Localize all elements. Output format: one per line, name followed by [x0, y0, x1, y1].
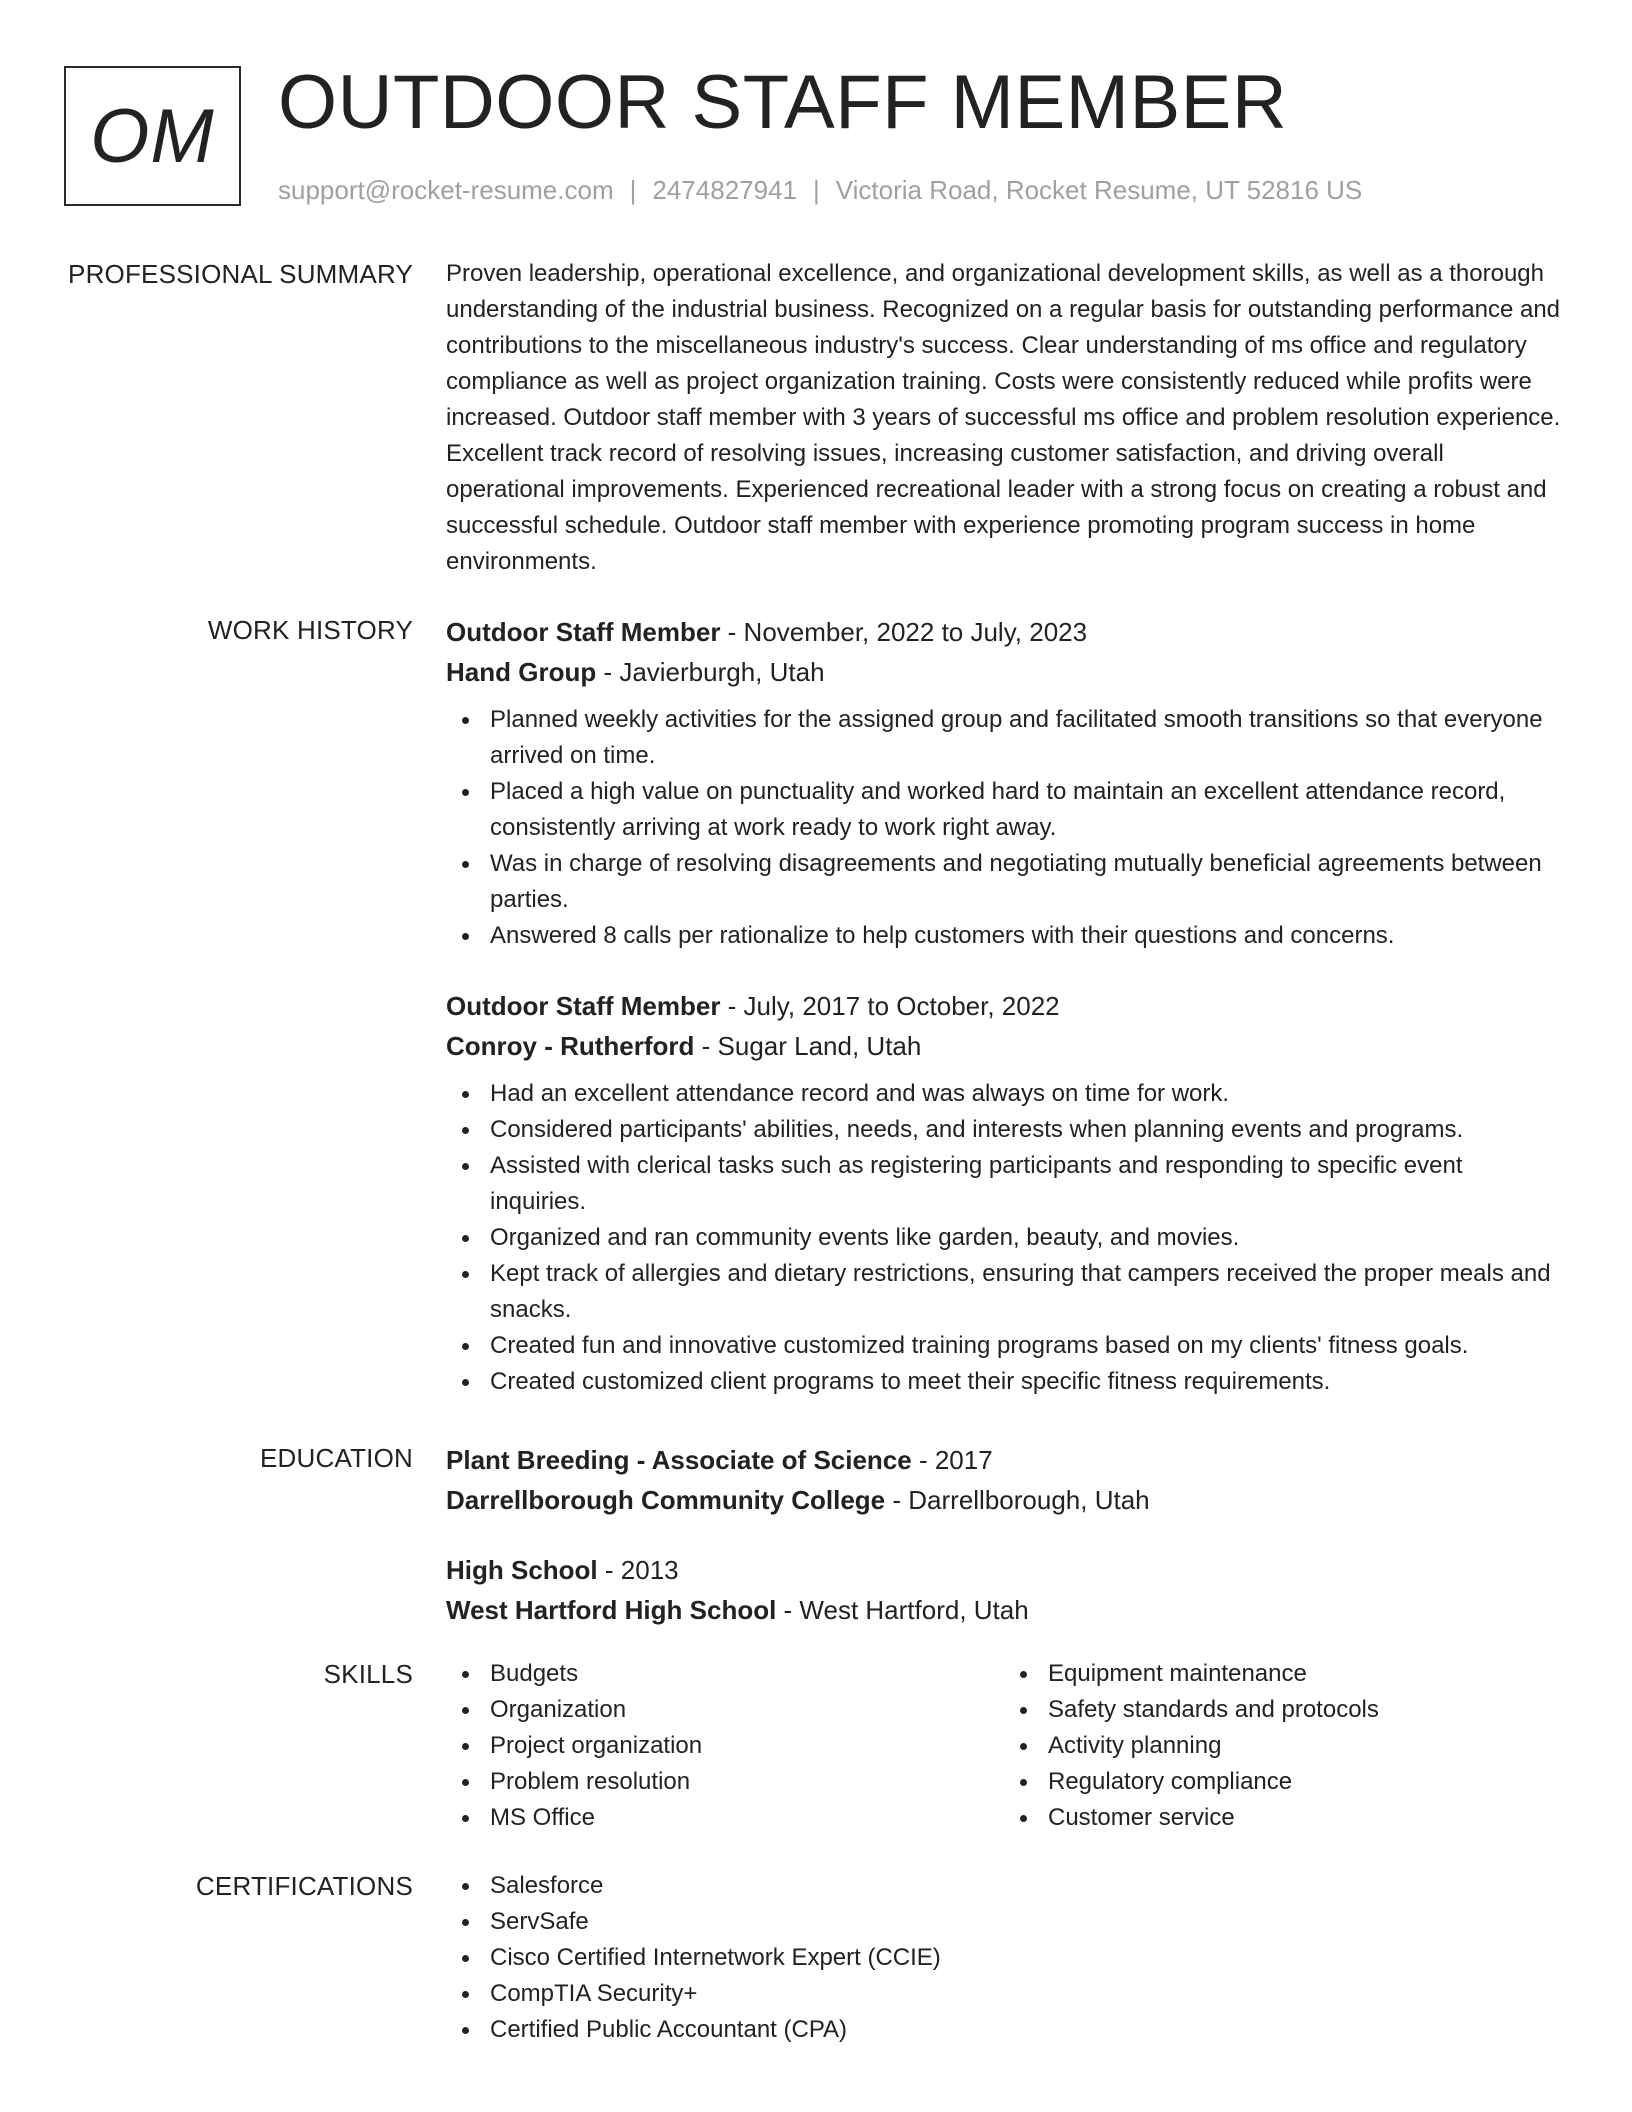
certification-item: CompTIA Security+: [490, 1976, 1562, 2012]
job-company-line: [446, 652, 1562, 692]
skills-list-left: [446, 1656, 1004, 1836]
section-label-education: EDUCATION: [260, 1443, 413, 1473]
job-entry: [446, 612, 1562, 954]
page-title: OUTDOOR STAFF MEMBER: [278, 60, 1288, 145]
graduation-year: - 2017: [911, 1445, 993, 1475]
job-title-line: [446, 986, 1562, 1026]
contact-address: Victoria Road, Rocket Resume, UT 52816 US: [835, 175, 1363, 205]
contact-phone: 2474827941: [652, 175, 797, 205]
list-item: Placed a high value on punctuality and worked hard to maintain an excellent attendance record, consistently arriving at work ready to work right away.: [490, 774, 1562, 846]
school-line: [446, 1590, 1562, 1630]
contact-line: [278, 173, 1362, 207]
job-location: - Sugar Land, Utah: [694, 1031, 922, 1061]
list-item: Created fun and innovative customized training programs based on my clients' fitness goals.: [490, 1328, 1562, 1364]
list-item: Planned weekly activities for the assigned group and facilitated smooth transitions so that everyone arrived on time.: [490, 702, 1562, 774]
degree: Plant Breeding - Associate of Science: [446, 1445, 912, 1475]
degree: High School: [446, 1555, 598, 1585]
job-company-line: [446, 1026, 1562, 1066]
skill-item: Project organization: [490, 1728, 1004, 1764]
skill-item: Activity planning: [1048, 1728, 1562, 1764]
list-item: Kept track of allergies and dietary restrictions, ensuring that campers received the proper meals and snacks.: [490, 1256, 1562, 1328]
certification-item: Salesforce: [490, 1868, 1562, 1904]
summary-text: Proven leadership, operational excellence, and organizational development skills, as well as a thorough understanding of the industrial business. Recognized on a regular basis for outstanding performance and contributions to the miscellaneous industry's success. Clear understanding of ms office and regulatory compliance as well as project organization training. Costs were consistently reduced while profits were increased. Outdoor staff member with 3 years of successful ms office and problem resolution experience. Excellent track record of resolving issues, increasing customer satisfaction, and driving overall operational improvements. Experienced recreational leader with a strong focus on creating a robust and successful schedule. Outdoor staff member with experience promoting program success in home environments.: [446, 260, 1561, 575]
job-title-line: [446, 612, 1562, 652]
school-line: [446, 1480, 1562, 1520]
list-item: Assisted with clerical tasks such as registering participants and responding to specific event inquiries.: [490, 1148, 1562, 1220]
school-location: - Darrellborough, Utah: [885, 1485, 1150, 1515]
skills-columns: [446, 1656, 1562, 1836]
job-title: Outdoor Staff Member: [446, 991, 721, 1021]
job-company: Hand Group: [446, 657, 597, 687]
certification-item: Certified Public Accountant (CPA): [490, 2012, 1562, 2048]
skill-item: Regulatory compliance: [1048, 1764, 1562, 1800]
contact-email: support@rocket-resume.com: [278, 175, 614, 205]
skill-item: Budgets: [490, 1656, 1004, 1692]
separator: |: [813, 175, 820, 205]
skills-list-right: [1004, 1656, 1562, 1836]
job-dates: - November, 2022 to July, 2023: [720, 617, 1088, 647]
section-label-work: WORK HISTORY: [207, 615, 413, 645]
skill-item: Equipment maintenance: [1048, 1656, 1562, 1692]
job-bullets: [446, 702, 1562, 954]
skill-item: Safety standards and protocols: [1048, 1692, 1562, 1728]
list-item: Was in charge of resolving disagreements and negotiating mutually beneficial agreements between parties.: [490, 846, 1562, 918]
skill-item: Customer service: [1048, 1800, 1562, 1836]
list-item: Answered 8 calls per rationalize to help customers with their questions and concerns.: [490, 918, 1562, 954]
job-bullets: [446, 1076, 1562, 1400]
job-entry: [446, 986, 1562, 1400]
section-label-summary: PROFESSIONAL SUMMARY: [68, 259, 413, 289]
list-item: Created customized client programs to meet their specific fitness requirements.: [490, 1364, 1562, 1400]
school: Darrellborough Community College: [446, 1485, 886, 1515]
job-company: Conroy - Rutherford: [446, 1031, 695, 1061]
job-location: - Javierburgh, Utah: [596, 657, 825, 687]
degree-line: [446, 1440, 1562, 1480]
job-dates: - July, 2017 to October, 2022: [720, 991, 1060, 1021]
monogram-badge: OM: [64, 66, 241, 206]
graduation-year: - 2013: [597, 1555, 679, 1585]
certification-item: Cisco Certified Internetwork Expert (CCIE): [490, 1940, 1562, 1976]
school: West Hartford High School: [446, 1595, 777, 1625]
skill-item: Problem resolution: [490, 1764, 1004, 1800]
section-label-certifications: CERTIFICATIONS: [195, 1871, 413, 1901]
section-label-skills: SKILLS: [323, 1659, 413, 1689]
education-entry: [446, 1440, 1562, 1520]
certification-item: ServSafe: [490, 1904, 1562, 1940]
education-entry: [446, 1550, 1562, 1630]
list-item: Had an excellent attendance record and was always on time for work.: [490, 1076, 1562, 1112]
skill-item: Organization: [490, 1692, 1004, 1728]
certifications-list: [446, 1868, 1562, 2048]
degree-line: [446, 1550, 1562, 1590]
skill-item: MS Office: [490, 1800, 1004, 1836]
list-item: Considered participants' abilities, needs, and interests when planning events and programs.: [490, 1112, 1562, 1148]
separator: |: [629, 175, 637, 205]
list-item: Organized and ran community events like garden, beauty, and movies.: [490, 1220, 1562, 1256]
school-location: - West Hartford, Utah: [776, 1595, 1029, 1625]
job-title: Outdoor Staff Member: [446, 617, 721, 647]
